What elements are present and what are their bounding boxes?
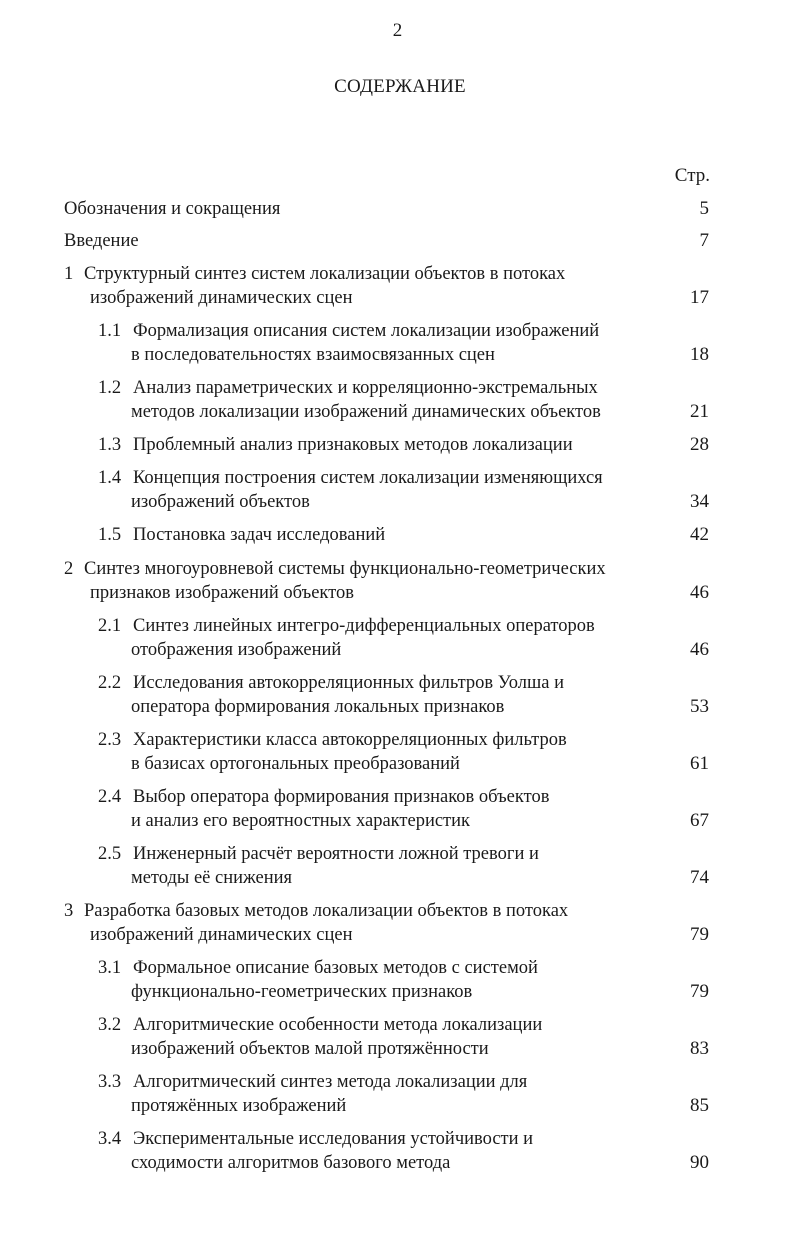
toc-entry-number: 3.4: [98, 1129, 122, 1149]
toc-entry[interactable]: [0, 1013, 795, 1061]
toc-entry-title: Структурный синтез систем локализации объектов в потоках: [84, 264, 566, 284]
toc-entry-page: 85: [690, 1095, 709, 1116]
toc-entry-title-continuation: изображений динамических сцен: [90, 288, 353, 308]
page-number: 2: [392, 20, 403, 41]
toc-entry[interactable]: [0, 319, 795, 367]
toc-entry[interactable]: [0, 785, 795, 833]
toc-entry-title-continuation: функционально-геометрических признаков: [131, 982, 473, 1002]
toc-entry-title: Концепция построения систем локализации изменяющихся: [133, 468, 603, 488]
toc-entry-title-continuation: методов локализации изображений динамических объектов: [131, 402, 601, 422]
toc-entry-title: Проблемный анализ признаковых методов локализации: [133, 435, 573, 455]
toc-entry-page: 28: [690, 434, 709, 455]
toc-entry-title: Алгоритмические особенности метода локализации: [133, 1015, 543, 1035]
toc-entry-page: 74: [690, 867, 709, 888]
toc-entry-title: Формальное описание базовых методов с системой: [133, 958, 538, 978]
toc-entry[interactable]: [0, 466, 795, 514]
toc-entry[interactable]: [0, 899, 795, 947]
toc-entry-title-continuation: методы её снижения: [131, 868, 293, 888]
toc-entry-page: 67: [690, 810, 709, 831]
toc-entry-title-continuation: протяжённых изображений: [131, 1096, 347, 1116]
toc-entry-title-continuation: отображения изображений: [131, 640, 342, 660]
toc-entry-title: Выбор оператора формирования признаков объектов: [133, 787, 550, 807]
toc-entry-number: 1.1: [98, 321, 122, 341]
toc-entry-title: Анализ параметрических и корреляционно-экстремальных: [133, 378, 598, 398]
toc-entry-title: Обозначения и сокращения: [64, 199, 281, 219]
toc-entry-number: 2: [64, 559, 74, 579]
toc-entry-page: 46: [690, 582, 709, 603]
toc-entry-page: 90: [690, 1152, 709, 1173]
toc-entry[interactable]: [0, 523, 795, 547]
toc-entry-number: 1: [64, 264, 74, 284]
toc-entry-page: 46: [690, 639, 709, 660]
toc-entry-number: 3.3: [98, 1072, 122, 1092]
toc-entry-title-continuation: в базисах ортогональных преобразований: [131, 754, 460, 774]
toc-entry[interactable]: [0, 433, 795, 457]
toc-entry[interactable]: [0, 557, 795, 605]
toc-entry-title-continuation: сходимости алгоритмов базового метода: [131, 1153, 451, 1173]
toc-entry-number: 2.4: [98, 787, 122, 807]
toc-entry-page: 83: [690, 1038, 709, 1059]
toc-entry[interactable]: [0, 728, 795, 776]
toc-entry-page: 34: [690, 491, 709, 512]
toc-entry-title: Исследования автокорреляционных фильтров Уолша и: [133, 673, 565, 693]
toc-entry-number: 3: [64, 901, 74, 921]
toc-entry[interactable]: [0, 614, 795, 662]
toc-entry-title: Введение: [64, 231, 139, 251]
toc-entry-title-continuation: изображений динамических сцен: [90, 925, 353, 945]
toc-entry-title: Формализация описания систем локализации изображений: [133, 321, 600, 341]
toc-entry-title-continuation: оператора формирования локальных признаков: [131, 697, 505, 717]
toc-entry-title: Постановка задач исследований: [133, 525, 386, 545]
toc-entry-page: 7: [699, 230, 709, 251]
toc-entry-title-continuation: изображений объектов малой протяжённости: [131, 1039, 489, 1059]
toc-entry-title: Разработка базовых методов локализации объектов в потоках: [84, 901, 569, 921]
toc-entry[interactable]: [0, 197, 795, 221]
toc-entry-title: Синтез линейных интегро-дифференциальных операторов: [133, 616, 595, 636]
toc-entry-number: 2.5: [98, 844, 122, 864]
toc-entry-number: 1.4: [98, 468, 122, 488]
toc-entry-title: Характеристики класса автокорреляционных фильтров: [133, 730, 567, 750]
toc-entry-title: Экспериментальные исследования устойчивости и: [133, 1129, 534, 1149]
toc-entry-number: 1.2: [98, 378, 122, 398]
page-title: СОДЕРЖАНИЕ: [334, 76, 466, 97]
toc-entry-page: 18: [690, 344, 709, 365]
toc-entry[interactable]: [0, 671, 795, 719]
toc-entry-page: 42: [690, 524, 709, 545]
toc-entry[interactable]: [0, 842, 795, 890]
page-column-header: Стр.: [674, 165, 710, 186]
toc-entry-title-continuation: изображений объектов: [131, 492, 310, 512]
toc-entry-number: 2.1: [98, 616, 122, 636]
toc-entry-title-continuation: в последовательностях взаимосвязанных сцен: [131, 345, 495, 365]
toc-entry[interactable]: [0, 262, 795, 310]
toc-entry-number: 2.3: [98, 730, 122, 750]
toc-entry-page: 79: [690, 924, 709, 945]
toc-entry[interactable]: [0, 376, 795, 424]
toc-entry-number: 1.3: [98, 435, 122, 455]
toc-entry[interactable]: [0, 229, 795, 253]
toc-entry-page: 61: [690, 753, 709, 774]
toc-entry[interactable]: [0, 1127, 795, 1175]
toc-entry-page: 17: [690, 287, 709, 308]
toc-entry-page: 21: [690, 401, 709, 422]
toc-entry-page: 5: [699, 198, 709, 219]
toc-entry-title-continuation: и анализ его вероятностных характеристик: [131, 811, 471, 831]
toc-entry[interactable]: [0, 956, 795, 1004]
toc-entry-number: 2.2: [98, 673, 122, 693]
toc-entry-page: 53: [690, 696, 709, 717]
toc-entry-title-continuation: признаков изображений объектов: [90, 583, 354, 603]
toc-entry-number: 3.2: [98, 1015, 122, 1035]
toc-entry-title: Синтез многоуровневой системы функционально-геометрических: [84, 559, 606, 579]
toc-entry-title: Инженерный расчёт вероятности ложной тревоги и: [133, 844, 539, 864]
toc-entry-page: 79: [690, 981, 709, 1002]
toc-entry-title: Алгоритмический синтез метода локализации для: [133, 1072, 528, 1092]
toc-entry-number: 3.1: [98, 958, 122, 978]
toc-entry-number: 1.5: [98, 525, 122, 545]
toc-entry[interactable]: [0, 1070, 795, 1118]
